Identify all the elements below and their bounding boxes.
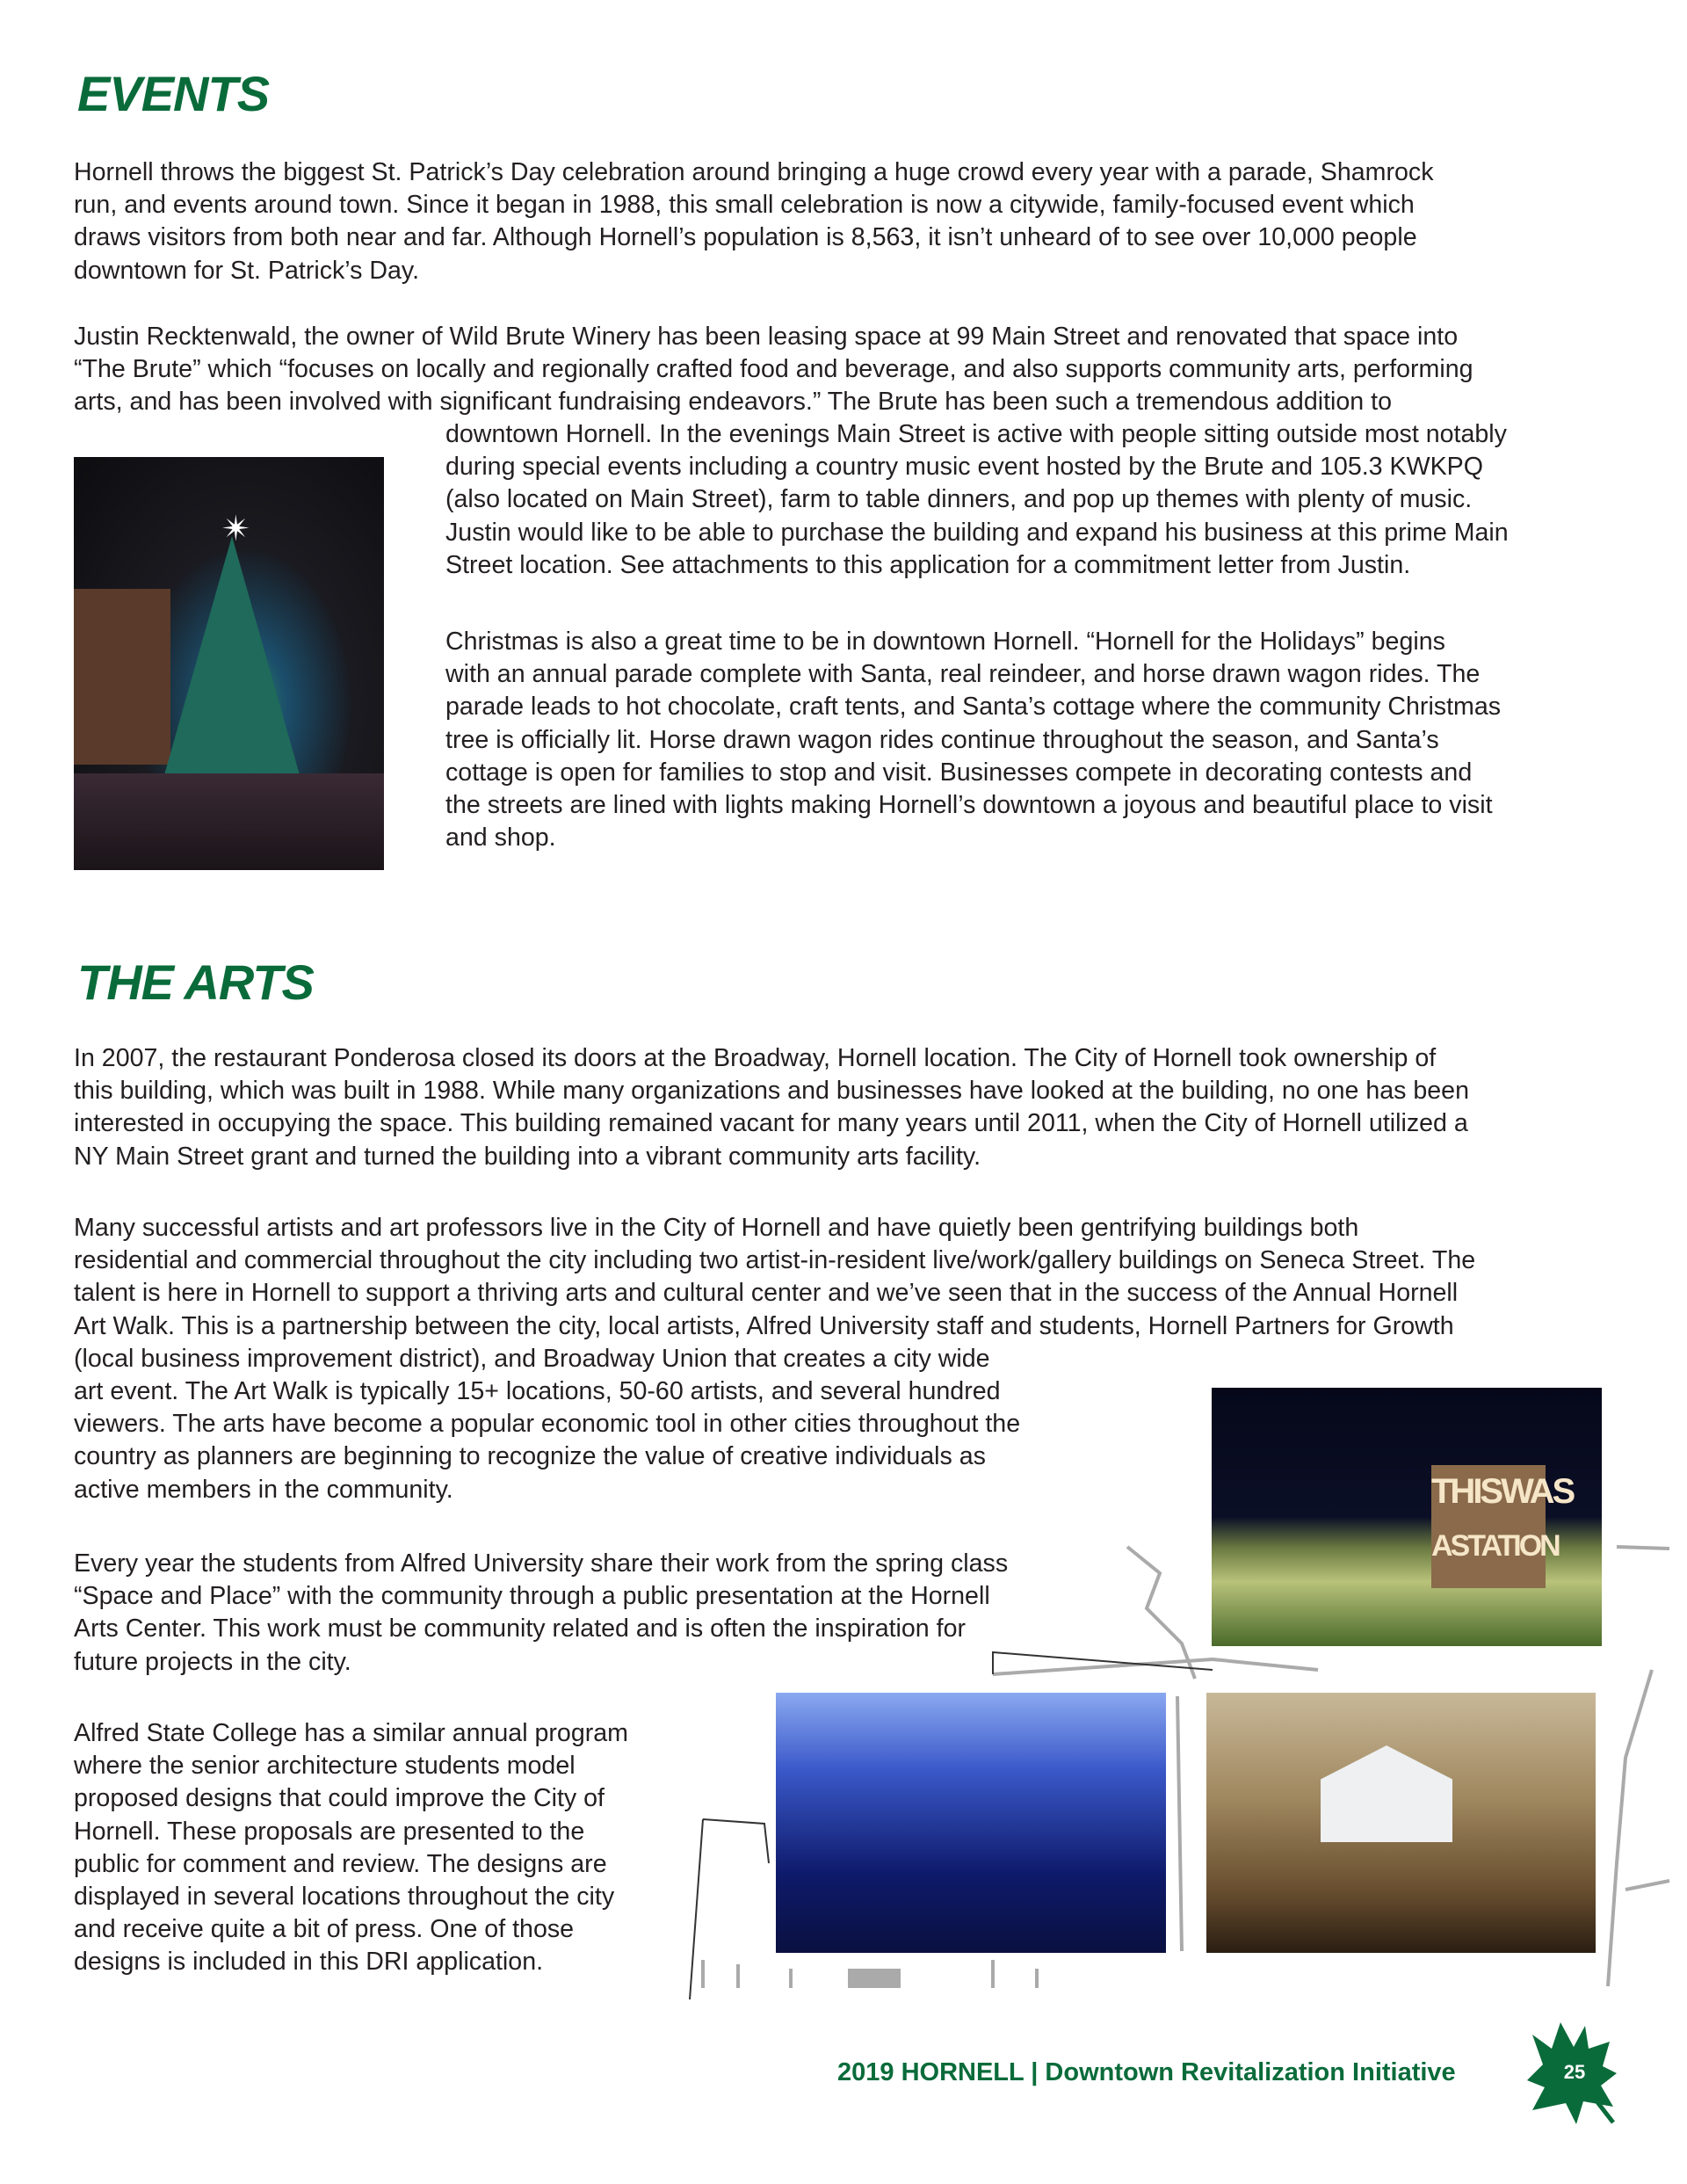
text-line: Street location. See attachments to this application for a commitment letter from Justin. [445, 550, 1411, 579]
text-line: tree is officially lit. Horse drawn wagon rides continue throughout the season, and Santa’s [445, 725, 1439, 754]
text-line: (also located on Main Street), farm to table dinners, and pop up themes with plenty of music. [445, 485, 1473, 514]
arts-paragraph-1 [74, 1042, 1469, 1173]
text-line: downtown Hornell. In the evenings Main Street is active with people sitting outside most notably [445, 420, 1507, 448]
text-line: talent is here in Hornell to support a thriving arts and cultural center and we’ve seen that in the success of the Annual Hornell [74, 1279, 1459, 1308]
events-paragraph-3 [445, 626, 1501, 854]
text-line: this building, which was built in 1988. While many organizations and businesses have looked at the building, no one has been [74, 1077, 1469, 1106]
house-projection-photo [1206, 1693, 1596, 1953]
text-line: Justin Recktenwald, the owner of Wild Brute Winery has been leasing space at 99 Main Street and renovated that space into [74, 323, 1459, 351]
arts-paragraph-3 [74, 1548, 1008, 1679]
arts-heading: THE ARTS [77, 954, 314, 1010]
text-line: residential and commercial throughout the city including two artist-in-resident live/work/gallery buildings on Seneca Street. The [74, 1246, 1476, 1275]
text-line: Arts Center. This work must be community related and is often the inspiration for [74, 1614, 967, 1643]
text-line: proposed designs that could improve the City of [74, 1784, 605, 1813]
sign-line-1: THISWAS [1431, 1472, 1574, 1511]
this-was-a-station-photo [1212, 1388, 1602, 1646]
text-line: draws visitors from both near and far. Although Hornell’s population is 8,563, it isn’t unheard of to see over 10,000 people [74, 223, 1417, 252]
text-line: run, and events around town. Since it began in 1988, this small celebration is now a citywide, family-focused event which [74, 191, 1415, 220]
events-heading: EVENTS [77, 66, 270, 121]
text-line: future projects in the city. [74, 1647, 351, 1676]
text-line: displayed in several locations throughout the city [74, 1883, 615, 1912]
events-paragraph-2 [74, 321, 1473, 419]
text-line: cottage is open for families to stop and visit. Businesses compete in decorating contests and [445, 758, 1473, 787]
text-line: parade leads to hot chocolate, craft tents, and Santa’s cottage where the community Christmas [445, 693, 1502, 722]
text-line: viewers. The arts have become a popular economic tool in other cities throughout the [74, 1410, 1021, 1439]
text-line: In 2007, the restaurant Ponderosa closed its doors at the Broadway, Hornell location. The City of Hornell took ownership of [74, 1044, 1437, 1072]
text-line: and shop. [445, 824, 556, 853]
text-line: interested in occupying the space. This building remained vacant for many years until 2011, when the City of Hornell utilized a [74, 1109, 1468, 1138]
text-line: country as planners are beginning to recognize the value of creative individuals as [74, 1442, 986, 1471]
sign-line-2: ASTATION [1431, 1529, 1559, 1563]
text-line: NY Main Street grant and turned the building into a vibrant community arts facility. [74, 1142, 981, 1171]
text-line: public for comment and review. The designs are [74, 1849, 607, 1878]
text-line: art event. The Art Walk is typically 15+ locations, 50-60 artists, and several hundred [74, 1377, 1001, 1406]
text-line: active members in the community. [74, 1475, 453, 1504]
text-line: (local business improvement district), and Broadway Union that creates a city wide [74, 1344, 990, 1373]
text-line: with an annual parade complete with Santa, real reindeer, and horse drawn wagon rides. The [445, 660, 1481, 689]
text-line: downtown for St. Patrick’s Day. [74, 256, 420, 285]
text-line: Justin would like to be able to purchase the building and expand his business at this prime Main [445, 518, 1509, 547]
text-line: Many successful artists and art professors live in the City of Hornell and have quietly been gentrifying buildings both [74, 1214, 1359, 1242]
arts-center-room-photo [776, 1693, 1166, 1953]
text-line: designs is included in this DRI application. [74, 1948, 544, 1977]
text-line: and receive quite a bit of press. One of those [74, 1915, 575, 1944]
text-line: “The Brute” which “focuses on locally and regionally crafted food and beverage, and also supports community arts, performing [74, 355, 1473, 384]
christmas-tree-photo: ✴ [74, 457, 384, 870]
text-line: Hornell throws the biggest St. Patrick’s Day celebration around bringing a huge crowd every year with a parade, Shamrock [74, 158, 1434, 186]
text-line: arts, and has been involved with significant fundraising endeavors.” The Brute has been such a tremendous addition to [74, 388, 1392, 417]
text-line: the streets are lined with lights making Hornell’s downtown a joyous and beautiful place to visit [445, 791, 1493, 820]
text-line: “Space and Place” with the community through a public presentation at the Hornell [74, 1582, 990, 1611]
events-paragraph-1 [74, 156, 1434, 287]
text-line: Hornell. These proposals are presented to the [74, 1817, 585, 1846]
events-paragraph-2-continued [445, 418, 1509, 582]
text-line: Every year the students from Alfred University share their work from the spring class [74, 1549, 1009, 1578]
footer-title: 2019 HORNELL | Downtown Revitalization Initiative [837, 2058, 1456, 2086]
text-line: Art Walk. This is a partnership between the city, local artists, Alfred University staff and students, Hornell Partners for Growth [74, 1311, 1454, 1340]
text-line: where the senior architecture students model [74, 1752, 576, 1781]
text-line: Alfred State College has a similar annual program [74, 1719, 628, 1747]
page-number: 25 [1563, 2061, 1586, 2083]
text-line: Christmas is also a great time to be in downtown Hornell. “Hornell for the Holidays” begins [445, 628, 1445, 656]
arts-paragraph-4 [74, 1717, 628, 1979]
text-line: during special events including a country music event hosted by the Brute and 105.3 KWKPQ [445, 453, 1483, 482]
station-sign [1431, 1465, 1574, 1588]
